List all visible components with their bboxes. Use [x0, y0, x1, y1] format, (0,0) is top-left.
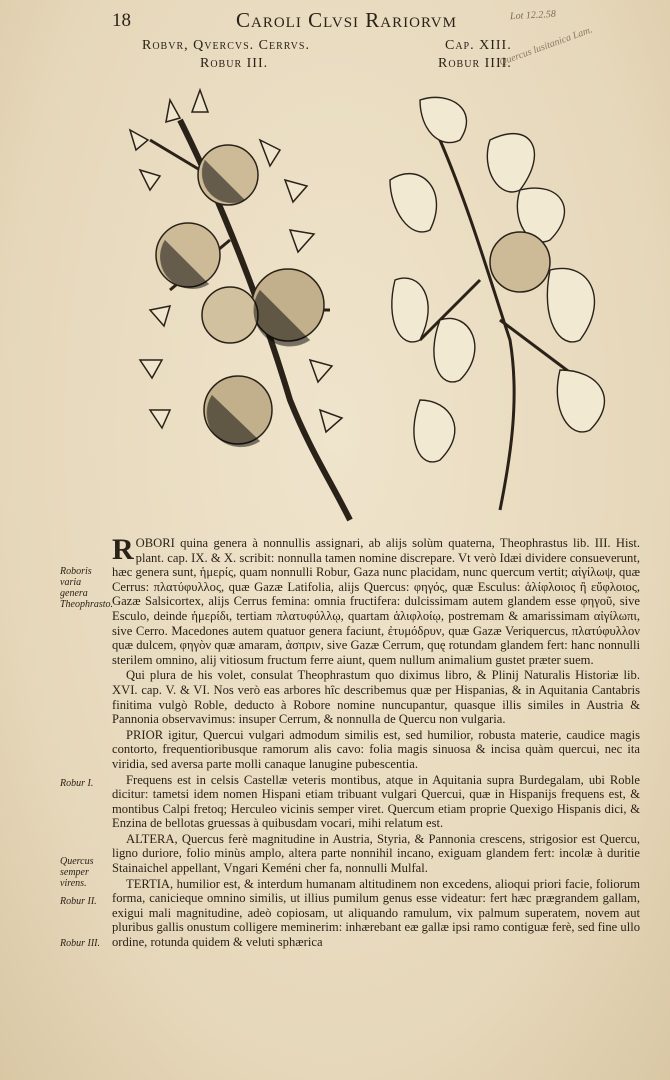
right-plate-subtitle: Robur IIII.: [438, 56, 512, 71]
gall-fruit: [490, 232, 550, 292]
handwritten-annotation: Quercus lusitanica Lam.: [498, 24, 595, 69]
woodcut-robur-iiii: [380, 80, 640, 520]
paragraph-5: ALTERA, Quercus ferè magnitudine in Austria, Styria, & Pannonia crescens, strigosior est Quercu, ligno duriore, folio minùs amplo, altera parte nonnihil incano, exiguam glandem fert: incolæ à duritie Stainaichel appellant, Vngari Keméni cher fa, nonnulli Mulfal.: [112, 831, 640, 876]
paragraph-2: Qui plura de his volet, consulat Theophrastum quo diximus libro, & Plinij Naturalis Historiæ lib. XVI. cap. V. & VI. Nos verò eas arbores hîc describemus quæ per Hispanias, & in Aquitania Cantabris finitima vulgò Roble, deducto à Robore nomine nuncupantur, quasque illis similes in Austria & Pannonia observavimus: insuper Cerrum, & nonnulla de Quercu non vulgaria.: [112, 668, 640, 727]
margin-note-robur-ii: Robur II.: [60, 896, 97, 907]
margin-note-robur-iii: Robur III.: [60, 938, 100, 949]
drop-cap: R: [112, 533, 134, 566]
running-title: Caroli Clvsi Rariorvm: [236, 8, 457, 32]
paragraph-1-text: OBORI quina genera à nonnullis assignari, ab alijs solùm quaterna, Theophrastus lib. III. Hist. plant. cap. IX. & X. scribit: nonnulla tamen nomine discrepare. Vt verò Idæi dividere consueverunt, hæc genera sunt, ἡμερίς, quam nonnulli Robur, Gaza nunc placidam, nunc quercum vertit; αἰγίλωψ, quæ Cerrus: πλατύφυλλος, quæ Gazæ Latifolia, alijs Quercus: φηγός, quæ Esculus: ἁλίφλοιος ἢ εὔφλοιος, Gazæ Salsicortex, alijs Cerrus femina: omnia fructifera: dulcissimam autem glandem esse φηγοῦ, sive Esculo, deinde ἡμερίδι, tertiam πλατυφύλλῳ, quartam ἁλιφλοίῳ, postremam & amarissimam αἰγίλωπι, sive Cerro. Macedones autem quatuor genera faciunt, ἐτυμόδρυν, quæ Gazæ Veriquercus, πλατύφυλλον quæ dulcem, φηγὸν quæ amaram, ἀσπριν, sive Gazæ Cerrum, quę rotundam glandem fert: hanc nonnulli sterilem omnino, alij vitiosum fructum ferre aiunt, quem nullum animalium gustet præter suem.: [112, 536, 640, 667]
paragraph-3: PRIOR igitur, Quercui vulgari admodum similis est, sed humilior, robusta materie, caudice magis contorto, frequentioribusque ramorum alis cavo: folia magis sinuosa & incisa quàm quercui, nec ita viridia, sed aversa parte molli canaque lanugine pubescentia.: [112, 727, 640, 771]
main-text: [112, 533, 640, 951]
margin-note-genera: Roboris varia genera Theophrasto.: [60, 566, 114, 610]
margin-note-quercus: Quercus semper virens.: [60, 856, 94, 889]
page-number: 18: [112, 10, 131, 31]
left-plate-title: Robvr, Qvercvs. Cerrvs.: [142, 38, 310, 53]
paragraph-6: TERTIA, humilior est, & interdum humanam altitudinem non excedens, alioqui priori facie, foliorum forma, canicieque omnino similis, ut illius pumilum genus esse videatur: fert hæc prægrandem gallam, exigui mali magnitudine, adeò copiosam, ut aliquando ramulum, vix palmum superatem, novem aut pluribus gallis onustum colligere meminerim: inhærebant eæ gallæ ipsi ramo contiguæ ferè, sed fine ullo ordine, rotunda quidem & veluti sphærica: [112, 876, 640, 950]
left-plate-subtitle: Robur III.: [200, 56, 269, 71]
chapter-label: Cap. XIII.: [445, 38, 512, 53]
woodcut-robur-iii: [110, 80, 380, 530]
paragraph-4: Frequens est in celsis Castellæ veteris montibus, atque in Aquitania supra Burdegalam, ubi Roble dicitur: tametsi idem nomen Hispani etiam tribuant vulgari Quercui, quæ in Hispanijs frequens est, & montibus Calpi fretoq; Herculeo vicinis semper viret. Quercum etiam proprie Quexigo Hispanis dici, & Enzina de bellotas gruessas à quibusdam vocari, mihi relatum est.: [112, 772, 640, 831]
archive-pencil-note: Lot 12.2.58: [509, 8, 557, 23]
margin-note-robur-i: Robur I.: [60, 778, 94, 789]
paragraph-1: [112, 533, 640, 667]
